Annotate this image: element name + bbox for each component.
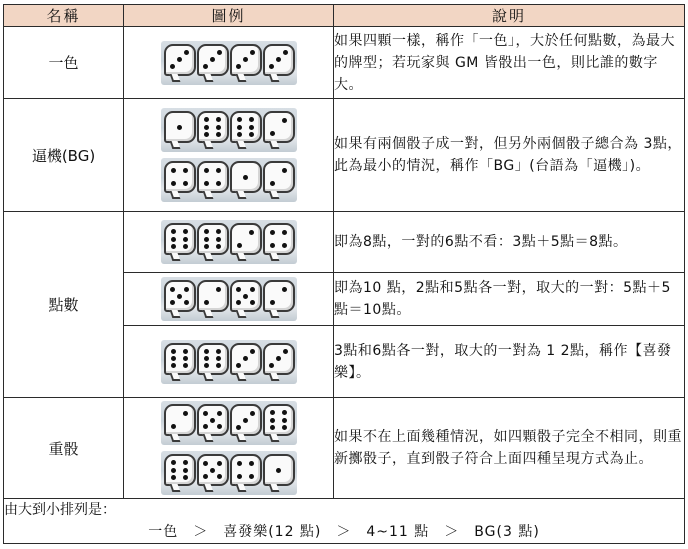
die-face-icon xyxy=(263,223,295,255)
rules-table xyxy=(3,4,685,544)
die-pip xyxy=(276,57,281,62)
die-pip xyxy=(183,229,188,234)
die-pip xyxy=(183,468,188,473)
die-pip xyxy=(210,468,215,473)
die-pip xyxy=(270,410,275,415)
dice-illustration xyxy=(124,398,334,499)
dice-strip xyxy=(161,41,297,85)
die-face-icon xyxy=(197,223,229,255)
die-face-icon xyxy=(263,280,295,312)
die-face-icon xyxy=(263,111,295,143)
die-pip xyxy=(184,300,189,305)
die-pip xyxy=(216,356,221,361)
die-pip xyxy=(210,57,215,62)
die-pip xyxy=(216,237,221,242)
header-image: 圖例 xyxy=(124,5,334,27)
die-pip xyxy=(216,125,221,130)
die-pip xyxy=(243,57,248,62)
die-pip xyxy=(171,237,176,242)
dice-strip xyxy=(161,401,297,445)
die-pip xyxy=(171,168,176,173)
die-pip xyxy=(250,50,255,55)
die-pip xyxy=(171,181,176,186)
die-pip xyxy=(282,118,287,123)
die-pip xyxy=(276,356,281,361)
row-name: 點數 xyxy=(4,212,124,398)
die-pip xyxy=(216,168,221,173)
die-pip xyxy=(270,300,275,305)
die-pip xyxy=(282,230,287,235)
die-face-icon xyxy=(263,161,295,193)
die-face-icon xyxy=(263,404,295,436)
die-pip xyxy=(269,64,274,69)
die-pip xyxy=(236,64,241,69)
die-pip xyxy=(177,294,182,299)
ranking-order: 一色 ＞ 喜發樂(12 點) ＞ 4~11 點 ＞ BG(3 點) xyxy=(148,524,540,540)
die-pip xyxy=(236,287,241,292)
die-pip xyxy=(237,125,242,130)
die-pip xyxy=(204,349,209,354)
footer-row xyxy=(4,499,685,544)
row-description: 即為8點，一對的6點不看：3點＋5點＝8點。 xyxy=(334,212,685,273)
die-face-icon xyxy=(164,280,196,312)
die-pip xyxy=(204,229,209,234)
die-pip xyxy=(183,475,188,480)
die-pip xyxy=(216,287,221,292)
die-pip xyxy=(282,410,287,415)
die-pip xyxy=(270,243,275,248)
die-pip xyxy=(183,168,188,173)
die-pip xyxy=(217,50,222,55)
die-pip xyxy=(250,411,255,416)
die-pip xyxy=(204,363,209,368)
die-face-icon xyxy=(230,404,262,436)
die-pip xyxy=(183,181,188,186)
die-pip xyxy=(269,363,274,368)
header-row xyxy=(4,5,685,27)
die-face-icon xyxy=(197,111,229,143)
table-row xyxy=(4,99,685,212)
die-pip xyxy=(183,237,188,242)
die-face-icon xyxy=(197,280,229,312)
dice-illustration xyxy=(124,273,334,326)
die-face-icon xyxy=(230,343,262,375)
die-pip xyxy=(270,230,275,235)
die-face-icon xyxy=(164,161,196,193)
header-name: 名稱 xyxy=(4,5,124,27)
die-pip xyxy=(250,287,255,292)
table-row xyxy=(4,27,685,99)
die-pip xyxy=(203,64,208,69)
die-pip xyxy=(216,229,221,234)
die-pip xyxy=(210,418,215,423)
die-pip xyxy=(203,461,208,466)
die-pip xyxy=(204,356,209,361)
ranking-summary xyxy=(4,499,685,544)
die-pip xyxy=(249,474,254,479)
die-face-icon xyxy=(230,223,262,255)
die-pip xyxy=(171,363,176,368)
die-face-icon xyxy=(197,44,229,76)
die-pip xyxy=(203,424,208,429)
die-pip xyxy=(236,363,241,368)
die-pip xyxy=(216,244,221,249)
die-pip xyxy=(204,300,209,305)
die-face-icon xyxy=(230,44,262,76)
die-pip xyxy=(217,411,222,416)
die-pip xyxy=(216,132,221,137)
die-face-icon xyxy=(164,44,196,76)
die-pip xyxy=(204,181,209,186)
row-name: 一色 xyxy=(4,27,124,99)
die-pip xyxy=(249,117,254,122)
die-pip xyxy=(204,237,209,242)
row-description: 即為10 點，2點和5點各一對，取大的一對：5點＋5點＝10點。 xyxy=(334,273,685,326)
row-description: 如果四顆一樣，稱作「一色」，大於任何點數，為最大的牌型；若玩家與 GM 皆骰出一色，則比誰的數字大。 xyxy=(334,27,685,99)
die-face-icon xyxy=(164,343,196,375)
die-pip xyxy=(249,461,254,466)
die-pip xyxy=(204,125,209,130)
die-pip xyxy=(282,168,287,173)
die-pip xyxy=(249,132,254,137)
die-pip xyxy=(171,475,176,480)
die-pip xyxy=(237,474,242,479)
die-pip xyxy=(183,244,188,249)
die-pip xyxy=(204,168,209,173)
die-face-icon xyxy=(263,343,295,375)
ranking-intro: 由大到小排列是： xyxy=(4,502,116,518)
header-description: 說明 xyxy=(334,5,685,27)
row-name: 逼機(BG) xyxy=(4,99,124,212)
die-pip xyxy=(177,57,182,62)
die-pip xyxy=(183,363,188,368)
die-pip xyxy=(282,243,287,248)
die-face-icon xyxy=(263,454,295,486)
die-pip xyxy=(183,411,188,416)
die-face-icon xyxy=(230,161,262,193)
die-pip xyxy=(243,418,248,423)
die-pip xyxy=(204,244,209,249)
die-face-icon xyxy=(164,404,196,436)
die-pip xyxy=(283,50,288,55)
die-face-icon xyxy=(230,280,262,312)
die-pip xyxy=(282,425,287,430)
die-face-icon xyxy=(197,404,229,436)
die-pip xyxy=(183,349,188,354)
die-face-icon xyxy=(197,454,229,486)
table-row xyxy=(4,398,685,499)
die-face-icon xyxy=(197,161,229,193)
row-description: 如果有兩個骰子成一對，但另外兩個骰子總合為 3點，此為最小的情況，稱作「BG」(台語為「逼機」)。 xyxy=(334,99,685,212)
die-pip xyxy=(237,461,242,466)
die-pip xyxy=(171,356,176,361)
die-pip xyxy=(243,294,248,299)
die-pip xyxy=(171,244,176,249)
die-pip xyxy=(270,181,275,186)
die-pip xyxy=(249,230,254,235)
die-pip xyxy=(270,131,275,136)
die-face-icon xyxy=(164,223,196,255)
die-pip xyxy=(183,460,188,465)
die-face-icon xyxy=(263,44,295,76)
die-pip xyxy=(203,411,208,416)
dice-strip xyxy=(161,277,297,321)
dice-illustration xyxy=(124,99,334,212)
dice-illustration xyxy=(124,212,334,273)
die-pip xyxy=(217,424,222,429)
table-row xyxy=(4,212,685,273)
die-pip xyxy=(170,287,175,292)
die-pip xyxy=(217,474,222,479)
die-pip xyxy=(171,468,176,473)
die-pip xyxy=(170,300,175,305)
die-pip xyxy=(204,117,209,122)
die-pip xyxy=(282,287,287,292)
die-pip xyxy=(282,418,287,423)
dice-strip xyxy=(161,451,297,495)
die-pip xyxy=(249,125,254,130)
die-pip xyxy=(171,229,176,234)
die-pip xyxy=(216,349,221,354)
die-pip xyxy=(203,474,208,479)
row-name: 重骰 xyxy=(4,398,124,499)
die-pip xyxy=(270,418,275,423)
die-pip xyxy=(236,300,241,305)
die-pip xyxy=(283,349,288,354)
die-face-icon xyxy=(197,343,229,375)
die-pip xyxy=(270,425,275,430)
die-pip xyxy=(216,363,221,368)
die-pip xyxy=(250,349,255,354)
die-pip xyxy=(171,349,176,354)
die-pip xyxy=(177,125,182,130)
die-face-icon xyxy=(230,111,262,143)
die-pip xyxy=(216,117,221,122)
die-pip xyxy=(236,425,241,430)
die-pip xyxy=(237,243,242,248)
die-pip xyxy=(216,181,221,186)
die-pip xyxy=(171,424,176,429)
dice-illustration xyxy=(124,326,334,398)
die-pip xyxy=(204,132,209,137)
die-pip xyxy=(171,460,176,465)
die-pip xyxy=(243,356,248,361)
die-pip xyxy=(217,461,222,466)
die-pip xyxy=(250,300,255,305)
die-face-icon xyxy=(230,454,262,486)
dice-strip xyxy=(161,158,297,202)
dice-strip xyxy=(161,108,297,152)
die-pip xyxy=(237,117,242,122)
row-description: 如果不在上面幾種情況，如四顆骰子完全不相同，則重新擲骰子，直到骰子符合上面四種呈現方式為止。 xyxy=(334,398,685,499)
die-pip xyxy=(170,64,175,69)
row-description: 3點和6點各一對，取大的一對為 1 2點，稱作【喜發樂】。 xyxy=(334,326,685,398)
dice-strip xyxy=(161,220,297,264)
dice-strip xyxy=(161,340,297,384)
dice-illustration xyxy=(124,27,334,99)
die-face-icon xyxy=(164,111,196,143)
die-pip xyxy=(243,175,248,180)
die-face-icon xyxy=(164,454,196,486)
die-pip xyxy=(237,132,242,137)
die-pip xyxy=(276,468,281,473)
die-pip xyxy=(184,50,189,55)
die-pip xyxy=(183,356,188,361)
die-pip xyxy=(184,287,189,292)
